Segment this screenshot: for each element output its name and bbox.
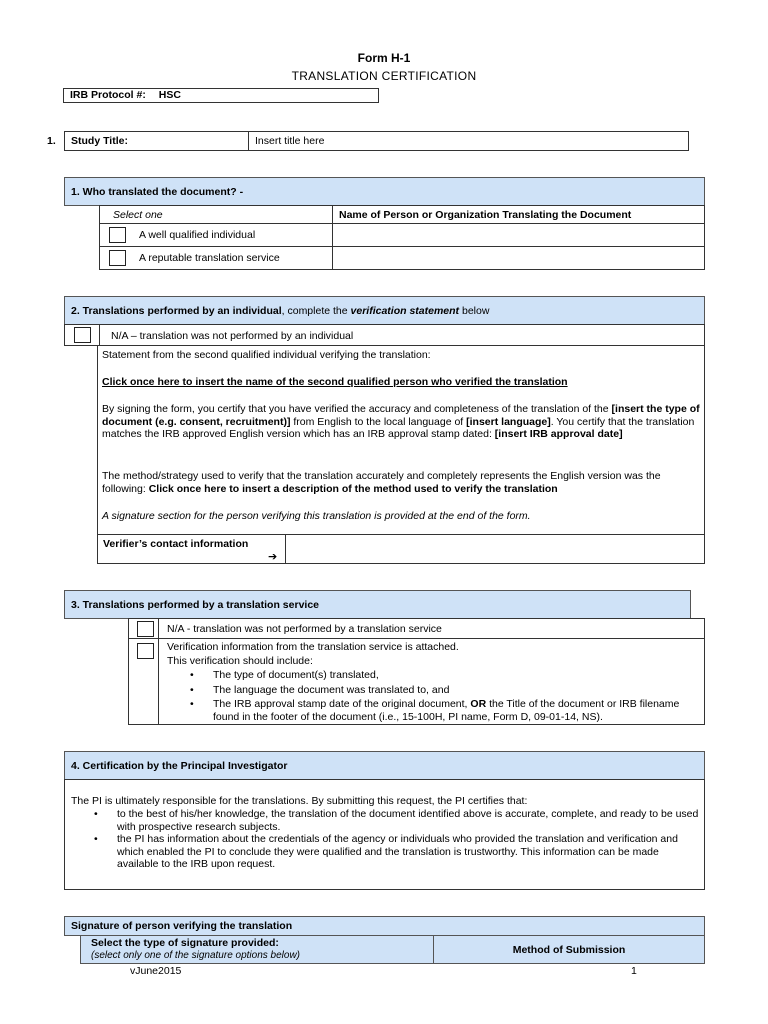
method-submission-label: Method of Submission [512, 944, 626, 956]
s2-na-row[interactable] [64, 324, 705, 346]
study-number: 1. [47, 135, 56, 147]
s2-p1b[interactable]: [insert the type of document (e.g. consent, recruitment)] [102, 403, 700, 428]
s2-p1d[interactable]: [insert language] [466, 415, 551, 428]
irb-protocol-field[interactable] [63, 88, 379, 103]
section2-title-end: below [459, 304, 490, 317]
signature-title: Signature of person verifying the translation [71, 920, 293, 932]
s1-col-select-header [99, 205, 333, 224]
checkbox-s3-na[interactable] [137, 621, 154, 637]
s3-na-row[interactable] [128, 618, 705, 639]
s3-b3b: OR [470, 698, 487, 710]
study-title-row [64, 131, 689, 151]
s2-contact-input[interactable] [285, 534, 705, 564]
s1-option-individual[interactable] [99, 223, 333, 247]
s3-na-label: N/A - translation was not performed by a translation service [167, 623, 442, 635]
signature-type-note: (select only one of the signature options below) [91, 950, 301, 961]
s3-bullet-list [167, 669, 697, 723]
method-submission-cell [433, 935, 705, 964]
s4-intro: The PI is ultimately responsible for the translations. By submitting this request, the PI certifies that: [71, 795, 528, 807]
s2-p2a: The method/strategy used to verify that the translation accurately and completely represents the English version was the following: [102, 470, 661, 495]
s2-click-method-link[interactable]: Click once here to insert a description of the method used to verify the translation [148, 482, 558, 495]
s2-p1e: . You certify that the translation matches the IRB approved English version which has an IRB approval stamp dated: [102, 415, 695, 440]
checkbox-s2-na[interactable] [74, 327, 91, 343]
s1-name-input-1[interactable] [332, 223, 705, 247]
s4-bullet-2: • the PI has information about the credentials of the agency or individuals who provided the translation and verification and which enabled the PI to conclude they were qualified and the translation is trustworthy. This information can be made available to the IRB upon request. [71, 833, 699, 871]
checkbox-service[interactable] [109, 250, 126, 266]
s2-na-label: N/A – translation was not performed by an individual [111, 330, 354, 342]
section4-header [64, 751, 705, 780]
form-id: Form H-1 [357, 51, 411, 65]
section4-title: 4. Certification by the Principal Investigator [71, 759, 288, 772]
section3-title: 3. Translations performed by a translation service [71, 598, 320, 611]
s3-ver2: This verification should include: [167, 655, 313, 667]
s3-b3a: The IRB approval stamp date of the original document, [213, 698, 471, 710]
s2-signature-note: A signature section for the person verifying this translation is provided at the end of the form. [102, 510, 531, 522]
s3-ver1: Verification information from the translation service is attached. [167, 641, 459, 653]
study-title-divider [248, 132, 249, 150]
section1-header [64, 177, 705, 206]
s1-name-input-2[interactable] [332, 246, 705, 270]
signature-type-label: Select the type of signature provided: [91, 937, 279, 949]
study-title-input[interactable]: Insert title here [255, 135, 325, 147]
s1-col-select-label: Select one [113, 209, 163, 221]
s1-opt1-label: A well qualified individual [139, 229, 256, 241]
s1-option-service[interactable] [99, 246, 333, 270]
s2-p1c: from English to the local language of [290, 415, 467, 428]
form-title: TRANSLATION CERTIFICATION [291, 69, 477, 83]
irb-protocol-value: HSC [158, 89, 181, 101]
study-title-label: Study Title: [71, 135, 128, 147]
checkbox-individual[interactable] [109, 227, 126, 243]
section3-header [64, 590, 691, 619]
section2-title: 2. Translations performed by an individual [71, 304, 282, 317]
section2-title-em: verification statement [350, 304, 460, 317]
s1-col-name-label: Name of Person or Organization Translating the Document [339, 209, 632, 221]
s1-col-name-header [332, 205, 705, 224]
s2-contact-label: Verifier’s contact information [103, 538, 249, 550]
s4-bullet-list [71, 808, 699, 871]
footer-page-number: 1 [631, 965, 637, 977]
s2-contact-label-cell [97, 534, 286, 564]
section2-header [64, 296, 705, 325]
section1-title: 1. Who translated the document? - [71, 185, 244, 198]
s3-b3c: the Title of the document or IRB filename found in the footer of the document (i.e., 15-100H, PI name, Form D, 09-01-14, NS). [213, 698, 680, 723]
s2-paragraph2 [102, 470, 700, 495]
arrow-right-icon: ➔ [268, 550, 278, 563]
section2-title-mid: , complete the [281, 304, 351, 317]
signature-type-cell [80, 935, 434, 964]
s3-bullet-1: • The type of document(s) translated, [167, 669, 697, 682]
irb-protocol-label: IRB Protocol #: [70, 89, 146, 101]
s4-bullet-1: • to the best of his/her knowledge, the translation of the document identified above is accurate, complete, and ready to be used with prospective research subjects. [71, 808, 699, 833]
signature-header [64, 916, 705, 936]
s2-statement: Statement from the second qualified individual verifying the translation: [102, 349, 431, 361]
s2-p1f[interactable]: [insert IRB approval date] [494, 428, 623, 440]
s2-paragraph1 [102, 403, 700, 441]
checkbox-s3-verification[interactable] [137, 643, 154, 659]
s3-bullet-2: • The language the document was translated to, and [167, 684, 697, 697]
s3-bullet-3 [167, 698, 697, 723]
s1-opt2-label: A reputable translation service [139, 252, 280, 264]
footer-version: vJune2015 [130, 965, 182, 977]
s2-click-name-link[interactable]: Click once here to insert the name of the second qualified person who verified the translation [102, 376, 568, 388]
s2-p1a: By signing the form, you certify that you have verified the accuracy and completeness of the translation of the [102, 403, 612, 415]
